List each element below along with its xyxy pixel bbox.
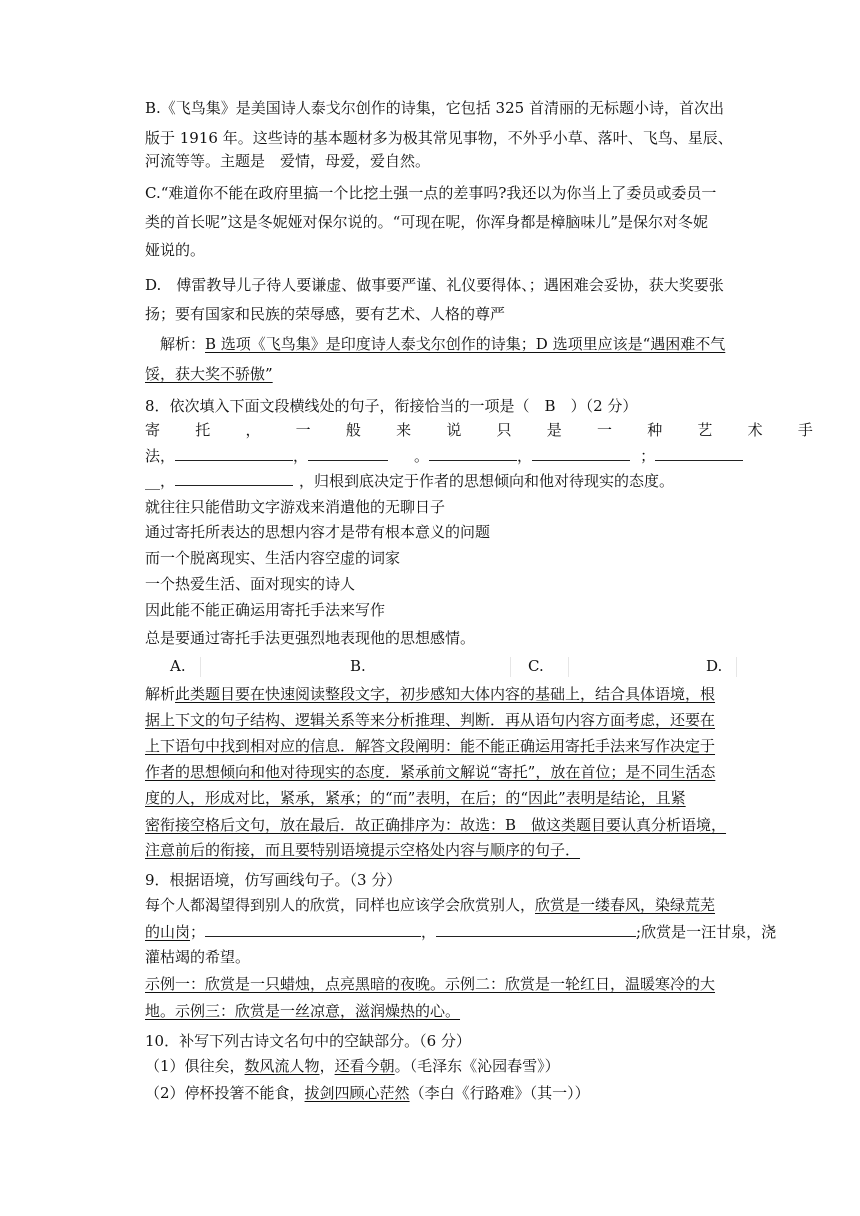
passage-char: 一 [295,421,311,439]
q8-sentence: 而一个脱离现实、生活内容空虚的词家 [145,549,401,567]
divider [568,657,569,677]
option-d: D. [706,657,723,675]
q9-line [145,895,813,915]
passage-text: __， [145,472,176,490]
option-b-line: 版于 1916 年。这些诗的基本题材多为极其常见事物，不外乎小草、落叶、飞鸟、星辰、 [145,129,733,147]
question-10-title: 10．补写下列古诗文名句中的空缺部分。（6 分） [145,1032,471,1050]
option-c-line: 娅说的。 [145,241,206,259]
option-b: B. [350,657,366,675]
fill-blank [429,446,517,461]
passage-char: 术 [747,421,763,439]
analysis-text: 此类题目要在快速阅读整段文字，初步感知大体内容的基础上，结合具体语境，根 [175,685,716,703]
q10-text: 。（毛泽东《沁园春雪》） [394,1057,560,1075]
q8-sentence: 就往往只能借助文字游戏来消遣他的无聊日子 [145,498,446,516]
passage-text: 法， [145,447,176,465]
question-8-title: 8．依次填入下面文段横线处的句子，衔接恰当的一项是（ B ）（2 分） [145,397,638,415]
passage-char: 托 [195,421,211,439]
q8-passage-line-3 [145,471,813,491]
q8-passage-line-1 [145,420,813,440]
passage-char: 寄 [145,421,161,439]
q8-analysis-line: 作者的思想倾向和他对待现实的态度．紧承前文解说“寄托”，放在首位；是不同生活态 [145,763,716,781]
option-c-line: 类的首长呢”这是冬妮娅对保尔说的。“可现在呢，你浑身都是樟脑味儿”是保尔对冬妮 [145,213,709,231]
q8-analysis-line: 密衔接空格后文句，放在最后．故正确排序为：故选：B 做这类题目要认真分析语境， [145,816,727,834]
passage-char: 只 [496,421,512,439]
fill-blank [308,446,388,461]
q8-options-row [170,657,740,677]
q8-passage-line-2 [145,446,813,466]
fill-blank [436,922,636,937]
option-b-line: 河流等等。主题是 爱情，母爱，爱自然。 [145,152,431,170]
q9-line: 灌枯竭的希望。 [145,948,251,966]
fill-blank [532,446,630,461]
q9-model-sentence: 的山岗 [145,923,191,941]
q9-line [145,922,813,942]
q9-model-sentence: 欣赏是一缕春风，染绿荒芜 [535,896,716,914]
fill-blank [655,446,743,461]
q10-item-1 [145,1056,813,1076]
q10-answer: 数风流人物 [244,1057,320,1075]
fill-blank [175,471,293,486]
q8-sentence: 通过寄托所表达的思想内容才是带有根本意义的问题 [145,523,491,541]
passage-char: 一 [596,421,612,439]
passage-text: ， [293,447,309,465]
passage-char: 般 [345,421,361,439]
passage-text: ； [640,447,656,465]
q8-analysis-line: 上下语句中找到相对应的信息．解答文段阐明：能不能正确运用寄托手法来写作决定于 [145,737,716,755]
passage-char: 来 [396,421,412,439]
q8-analysis-line: 度的人，形成对比，紧承，紧承；的“而”表明，在后；的“因此”表明是结论，且紧 [145,789,686,807]
passage-char: 说 [446,421,462,439]
q10-answer: 还看今朝 [334,1057,395,1075]
analysis-line: 馁，获大奖不骄傲” [145,365,273,383]
passage-char: 是 [546,421,562,439]
divider [200,657,201,677]
option-a: A. [170,657,186,675]
q9-text: ， [421,923,437,941]
option-d-line: 扬；要有国家和民族的荣辱感，要有艺术、人格的尊严 [145,305,506,323]
q8-analysis-line: 注意前后的衔接，而且要特别语境提示空格处内容与顺序的句子． [145,841,581,859]
passage-char: 种 [647,421,663,439]
q10-text: （1）俱往矣， [145,1057,245,1075]
question-9-title: 9．根据语境，仿写画线句子。（3 分） [145,871,402,889]
q9-answer: 示例一：欣赏是一只蜡烛，点亮黑暗的夜晚。示例二：欣赏是一轮红日，温暖寒冷的大 [145,975,716,993]
q9-text: ;欣赏是一汪甘泉，浇 [636,923,777,941]
q9-text: 每个人都渴望得到别人的欣赏，同样也应该学会欣赏别人， [145,896,536,914]
fill-blank [205,922,421,937]
q9-answer: 地。示例三：欣赏是一丝凉意，滋润燥热的心。 [145,1002,461,1020]
option-b-line: B.《飞鸟集》是美国诗人泰戈尔创作的诗集，它包括 325 首清丽的无标题小诗，首次出 [145,99,724,117]
passage-text: ，归根到底决定于作者的思想倾向和他对待现实的态度。 [299,472,675,490]
passage-text: 。 [414,447,430,465]
q10-text: ， [319,1057,335,1075]
passage-char: ， [245,421,261,439]
q10-text: （2）停杯投箸不能食， [145,1084,305,1102]
passage-char: 手 [797,421,813,439]
q8-sentence: 一个热爱生活、面对现实的诗人 [145,575,356,593]
option-c-line: C.“难道你不能在政府里搞一个比挖土强一点的差事吗?我还以为你当上了委员或委员一 [145,184,717,202]
q9-text: ； [190,923,206,941]
q8-analysis-line [145,684,813,704]
analysis-text: B 选项《飞鸟集》是印度诗人泰戈尔创作的诗集；D 选项里应该是“遇困难不气 [205,335,726,353]
passage-char: 艺 [697,421,713,439]
q8-sentence: 因此能不能正确运用寄托手法来写作 [145,601,386,619]
option-c: C. [528,657,544,675]
analysis-label: 解析： [160,335,206,353]
divider [736,657,737,677]
q10-item-2 [145,1083,813,1103]
q10-answer: 拔剑四顾心茫然 [304,1084,410,1102]
q8-analysis-line: 据上下文的句子结构、逻辑关系等来分析推理、判断．再从语句内容方面考虑，还要在 [145,711,716,729]
analysis-line [160,334,813,354]
q10-text: （李白《行路难》（其一）） [409,1084,590,1102]
passage-text: ， [517,447,533,465]
divider [510,657,511,677]
option-d-line: D. 傅雷教导儿子待人要谦虚、做事要严谨、礼仪要得体、；遇困难会妥协，获大奖要张 [145,276,724,294]
analysis-label: 解析 [145,685,176,703]
fill-blank [175,446,293,461]
q8-sentence: 总是要通过寄托手法更强烈地表现他的思想感情。 [145,629,476,647]
